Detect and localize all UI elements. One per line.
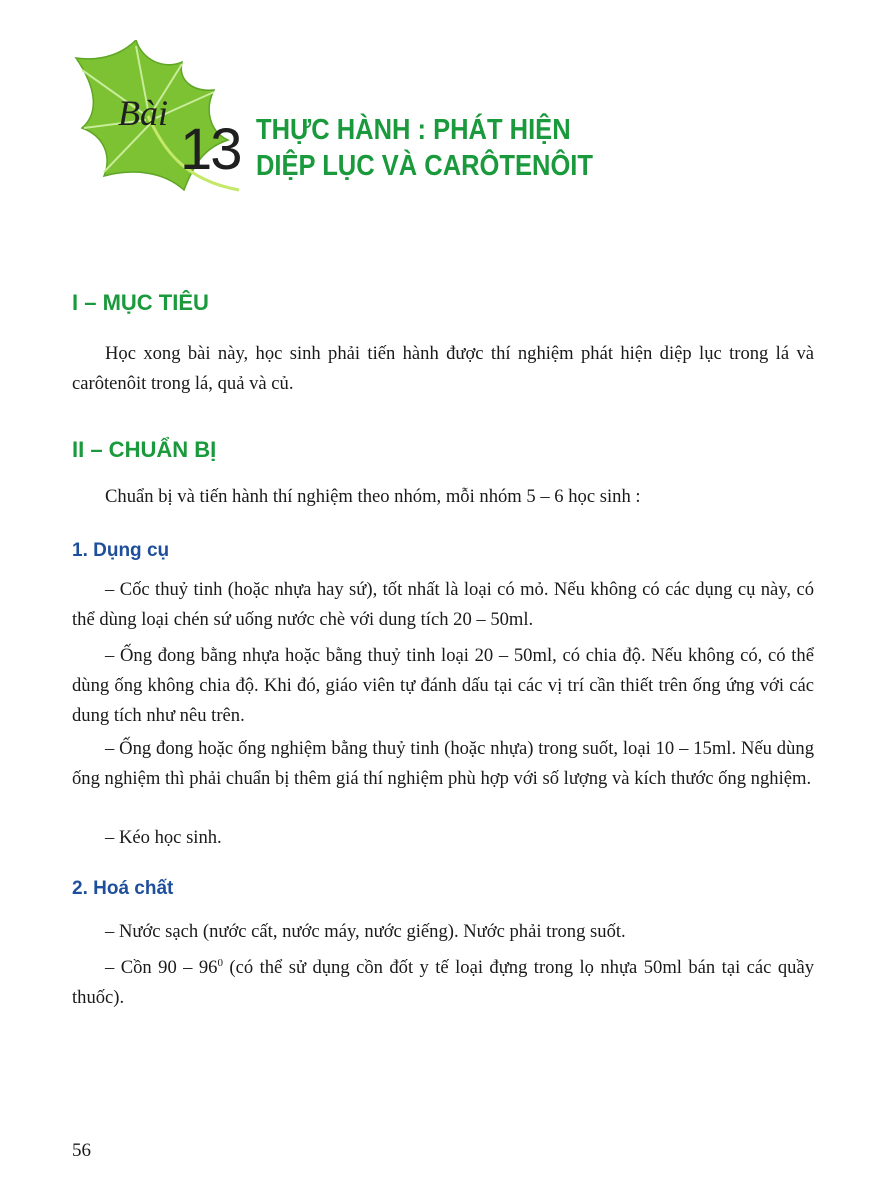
chemicals-item-text: (có thể sử dụng cồn đốt y tế loại đựng trong lọ nhựa 50ml bán tại các quầy thuốc). — [72, 957, 814, 1008]
bai-word: Bài — [118, 93, 168, 133]
equipment-item: – Kéo học sinh. — [105, 827, 222, 848]
chemicals-item: – Nước sạch (nước cất, nước máy, nước giếng). Nước phải trong suốt. — [105, 921, 626, 942]
lesson-title-line2: DIỆP LỤC VÀ CARÔTENÔIT — [256, 150, 593, 182]
equipment-item: – Ống đong hoặc ống nghiệm bằng thuỷ tinh (hoặc nhựa) trong suốt, loại 10 – 15ml. Nếu dùng ống nghiệm thì phải chuẩn bị thêm giá thí nghiệm phù hợp với số lượng và kích thước ống nghiệm. — [72, 738, 814, 789]
page-number: 56 — [72, 1140, 91, 1161]
equipment-item: – Ống đong bằng nhựa hoặc bằng thuỷ tinh loại 20 – 50ml, có chia độ. Nếu không có, có thể dùng ống không chia độ. Khi đó, giáo viên tự đánh dấu tại các vị trí cần thiết trên ống ứng với các dung tích như nêu trên. — [72, 645, 814, 726]
lesson-title — [256, 112, 593, 184]
preparation-intro: Chuẩn bị và tiến hành thí nghiệm theo nhóm, mỗi nhóm 5 – 6 học sinh : — [105, 486, 641, 507]
chemicals-item — [72, 953, 814, 1013]
equipment-item: – Cốc thuỷ tinh (hoặc nhựa hay sứ), tốt nhất là loại có mỏ. Nếu không có các dụng cụ này, có thể dùng loại chén sứ uống nước chè với dung tích 20 – 50ml. — [72, 579, 814, 630]
subsection-heading-equipment: 1. Dụng cụ — [72, 540, 170, 561]
section-heading-objectives: I – MỤC TIÊU — [72, 290, 209, 315]
lesson-title-line1: THỰC HÀNH : PHÁT HIỆN — [256, 114, 571, 146]
objectives-paragraph: Học xong bài này, học sinh phải tiến hành được thí nghiệm phát hiện diệp lục trong lá và carôtenôit trong lá, quả và củ. — [72, 343, 814, 394]
chemicals-item-text: – Cồn 90 – 96 — [105, 957, 218, 978]
section-heading-preparation: II – CHUẨN BỊ — [72, 437, 217, 462]
subsection-heading-chemicals: 2. Hoá chất — [72, 878, 174, 899]
lesson-number: 13 — [180, 117, 241, 182]
degree-superscript: 0 — [217, 956, 223, 969]
